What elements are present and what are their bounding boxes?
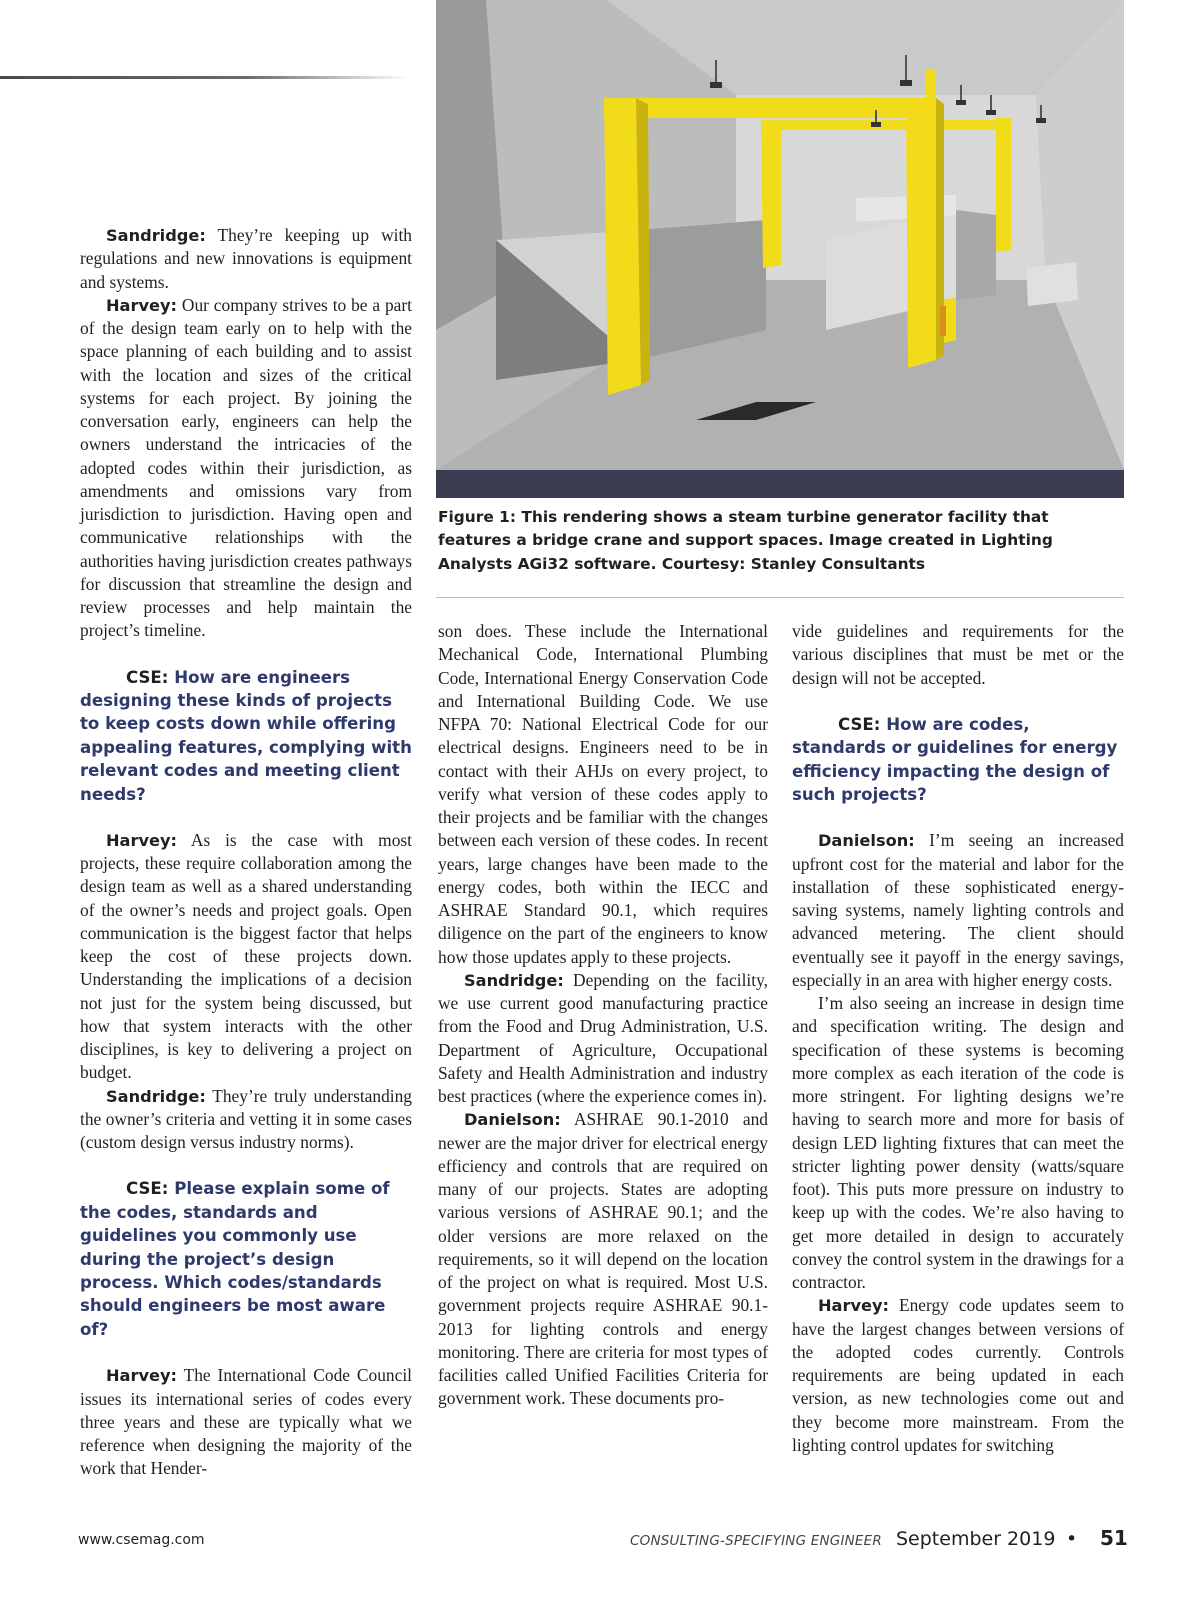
paragraph-text: They’re keeping up with regulations and new innovations is equipment and systems. (80, 225, 412, 292)
speaker-name: Danielson: (818, 831, 915, 851)
body-paragraph (438, 969, 768, 1109)
paragraph-text: I’m also seeing an increase in design time and specification writing. The design and specification of these systems is becoming more complex as each iteration of the code is more stringent. For lighting designs we’re having to search more and more for basis of design LED lighting fixtures that can meet the stricter lighting power density (watts/square foot). This puts more pressure on industry to keep up with the codes. We’re also having to get more detailed in design to accurately convey the control system in the drawings for a contractor. (792, 993, 1124, 1293)
paragraph-text: The International Code Council issues its international series of codes every three years and these are typically what we reference when designing the majority of the work that Hender- (80, 1365, 412, 1479)
body-paragraph (80, 224, 412, 294)
paragraph-text: I’m seeing an increased upfront cost for the material and labor for the installation of these sophisticated energy-saving systems, namely lighting controls and advanced metering. The client should eventually see it payoff in the energy savings, especially in an area with higher energy costs. (792, 830, 1124, 990)
page-footer (0, 1528, 1200, 1558)
body-paragraph (792, 992, 1124, 1294)
question-heading (80, 666, 412, 806)
footer-url[interactable]: www.csemag.com (78, 1532, 205, 1548)
body-paragraph (792, 1294, 1124, 1457)
body-paragraph (80, 1085, 412, 1155)
question-text: How are engineers designing these kinds of projects to keep costs down while offering appealing features, complying with relevant codes and meeting client needs? (80, 667, 412, 804)
right-column (792, 620, 1124, 1457)
middle-column (438, 620, 768, 1411)
left-column (80, 224, 412, 1481)
paragraph-text: Our company strives to be a part of the design team early on to help with the space planning of each building and to assist with the location and sizes of the critical systems for each project. By joining the conversation early, engineers can help the owners understand the intricacies of the adopted codes within their jurisdiction, as amendments and omissions vary from jurisdiction to jurisdiction. Having open and communicative relationships with the authorities having jurisdiction creates pathways for discussion that streamline the design and review processes and help maintain the project’s timeline. (80, 294, 412, 641)
speaker-name: Harvey: (106, 830, 178, 850)
body-paragraph (80, 1364, 412, 1480)
question-label: CSE: (126, 1179, 169, 1199)
paragraph-text: They’re truly understanding the owner’s criteria and vetting it in some cases (custom design versus industry norms). (80, 1085, 412, 1153)
caption-rule (436, 597, 1124, 598)
footer-magazine: CONSULTING-SPECIFYING ENGINEER (630, 1533, 882, 1549)
paragraph-text: son does. These include the International Mechanical Code, International Plumbing Code, International Energy Conservation Code and International Building Code. We use NFPA 70: National Electrical Code for our electrical designs. Engineers need to be in contact with their AHJs on every project, to verify what version of these codes apply to their projects and be familiar with the changes between each version of these codes. In recent years, large changes have been made to the energy codes, both within the IECC and ASHRAE Standard 90.1, which requires diligence on the part of the engineers to know how those updates apply to these projects. (438, 621, 768, 967)
paragraph-text: ASHRAE 90.1-2010 and newer are the major driver for electrical energy efficiency and controls that are required on many of our projects. States are adopting various versions of ASHRAE 90.1; and the older versions are more relaxed on the requirements, so it will depend on the location of the project on what is required. Most U.S. government projects require ASHRAE 90.1-2013 for lighting controls and energy monitoring. There are criteria for most types of facilities called Unified Facilities Criteria for government work. These documents pro- (438, 1109, 768, 1409)
paragraph-text: Depending on the facility, we use current good manufacturing practice from the Food and Drug Administration, U.S. Department of Agriculture, Occupational Safety and Health Administration and industry best practices (where the experience comes in). (438, 969, 768, 1106)
speaker-name: Sandridge: (464, 970, 564, 990)
footer-bullet: • (1066, 1528, 1078, 1550)
speaker-name: Danielson: (464, 1110, 561, 1130)
body-paragraph (438, 620, 768, 969)
question-label: CSE: (838, 714, 881, 734)
figure-rendering (436, 0, 1124, 498)
figure-caption: Figure 1: This rendering shows a steam turbine generator facility that features a bridge crane and support spaces. Image created in Lighting Analysts AGi32 software. Courtesy: Stanley Consultants (438, 508, 1053, 573)
speaker-name: Harvey: (106, 1366, 178, 1386)
speaker-name: Sandridge: (106, 1086, 206, 1106)
question-text: How are codes, standards or guidelines for energy efficiency impacting the design of such projects? (792, 714, 1118, 804)
body-paragraph (792, 620, 1124, 690)
question-heading (80, 1177, 412, 1341)
question-label: CSE: (126, 667, 169, 687)
body-paragraph (792, 829, 1124, 992)
paragraph-text: As is the case with most projects, these require collaboration among the design team as well as a shared understanding of the owner’s needs and project goals. Open communication is the biggest factor that helps keep the cost of these projects down. Understanding the implications of a decision not just for the system being discussed, but how that system interacts with the other disciplines, is key to delivering a project on budget. (80, 829, 412, 1083)
body-paragraph (438, 1108, 768, 1410)
speaker-name: Harvey: (106, 295, 178, 315)
page-number: 51 (1100, 1526, 1128, 1550)
paragraph-text: vide guidelines and requirements for the various disciplines that must be met or the design will not be accepted. (792, 621, 1124, 688)
question-heading (792, 713, 1124, 807)
paragraph-text: Energy code updates seem to have the largest changes between versions of the adopted codes currently. Controls requirements are being updated in each version, as new technologies come out and they become more mainstream. From the lighting control updates for switching (792, 1295, 1124, 1455)
body-paragraph (80, 829, 412, 1085)
question-text: Please explain some of the codes, standards and guidelines you commonly use during the project’s design process. Which codes/standards should engineers be most aware of? (80, 1179, 390, 1339)
speaker-name: Sandridge: (106, 226, 206, 245)
body-paragraph (80, 294, 412, 643)
top-rule (0, 76, 410, 79)
speaker-name: Harvey: (818, 1296, 890, 1316)
footer-date: September 2019 (896, 1528, 1056, 1550)
